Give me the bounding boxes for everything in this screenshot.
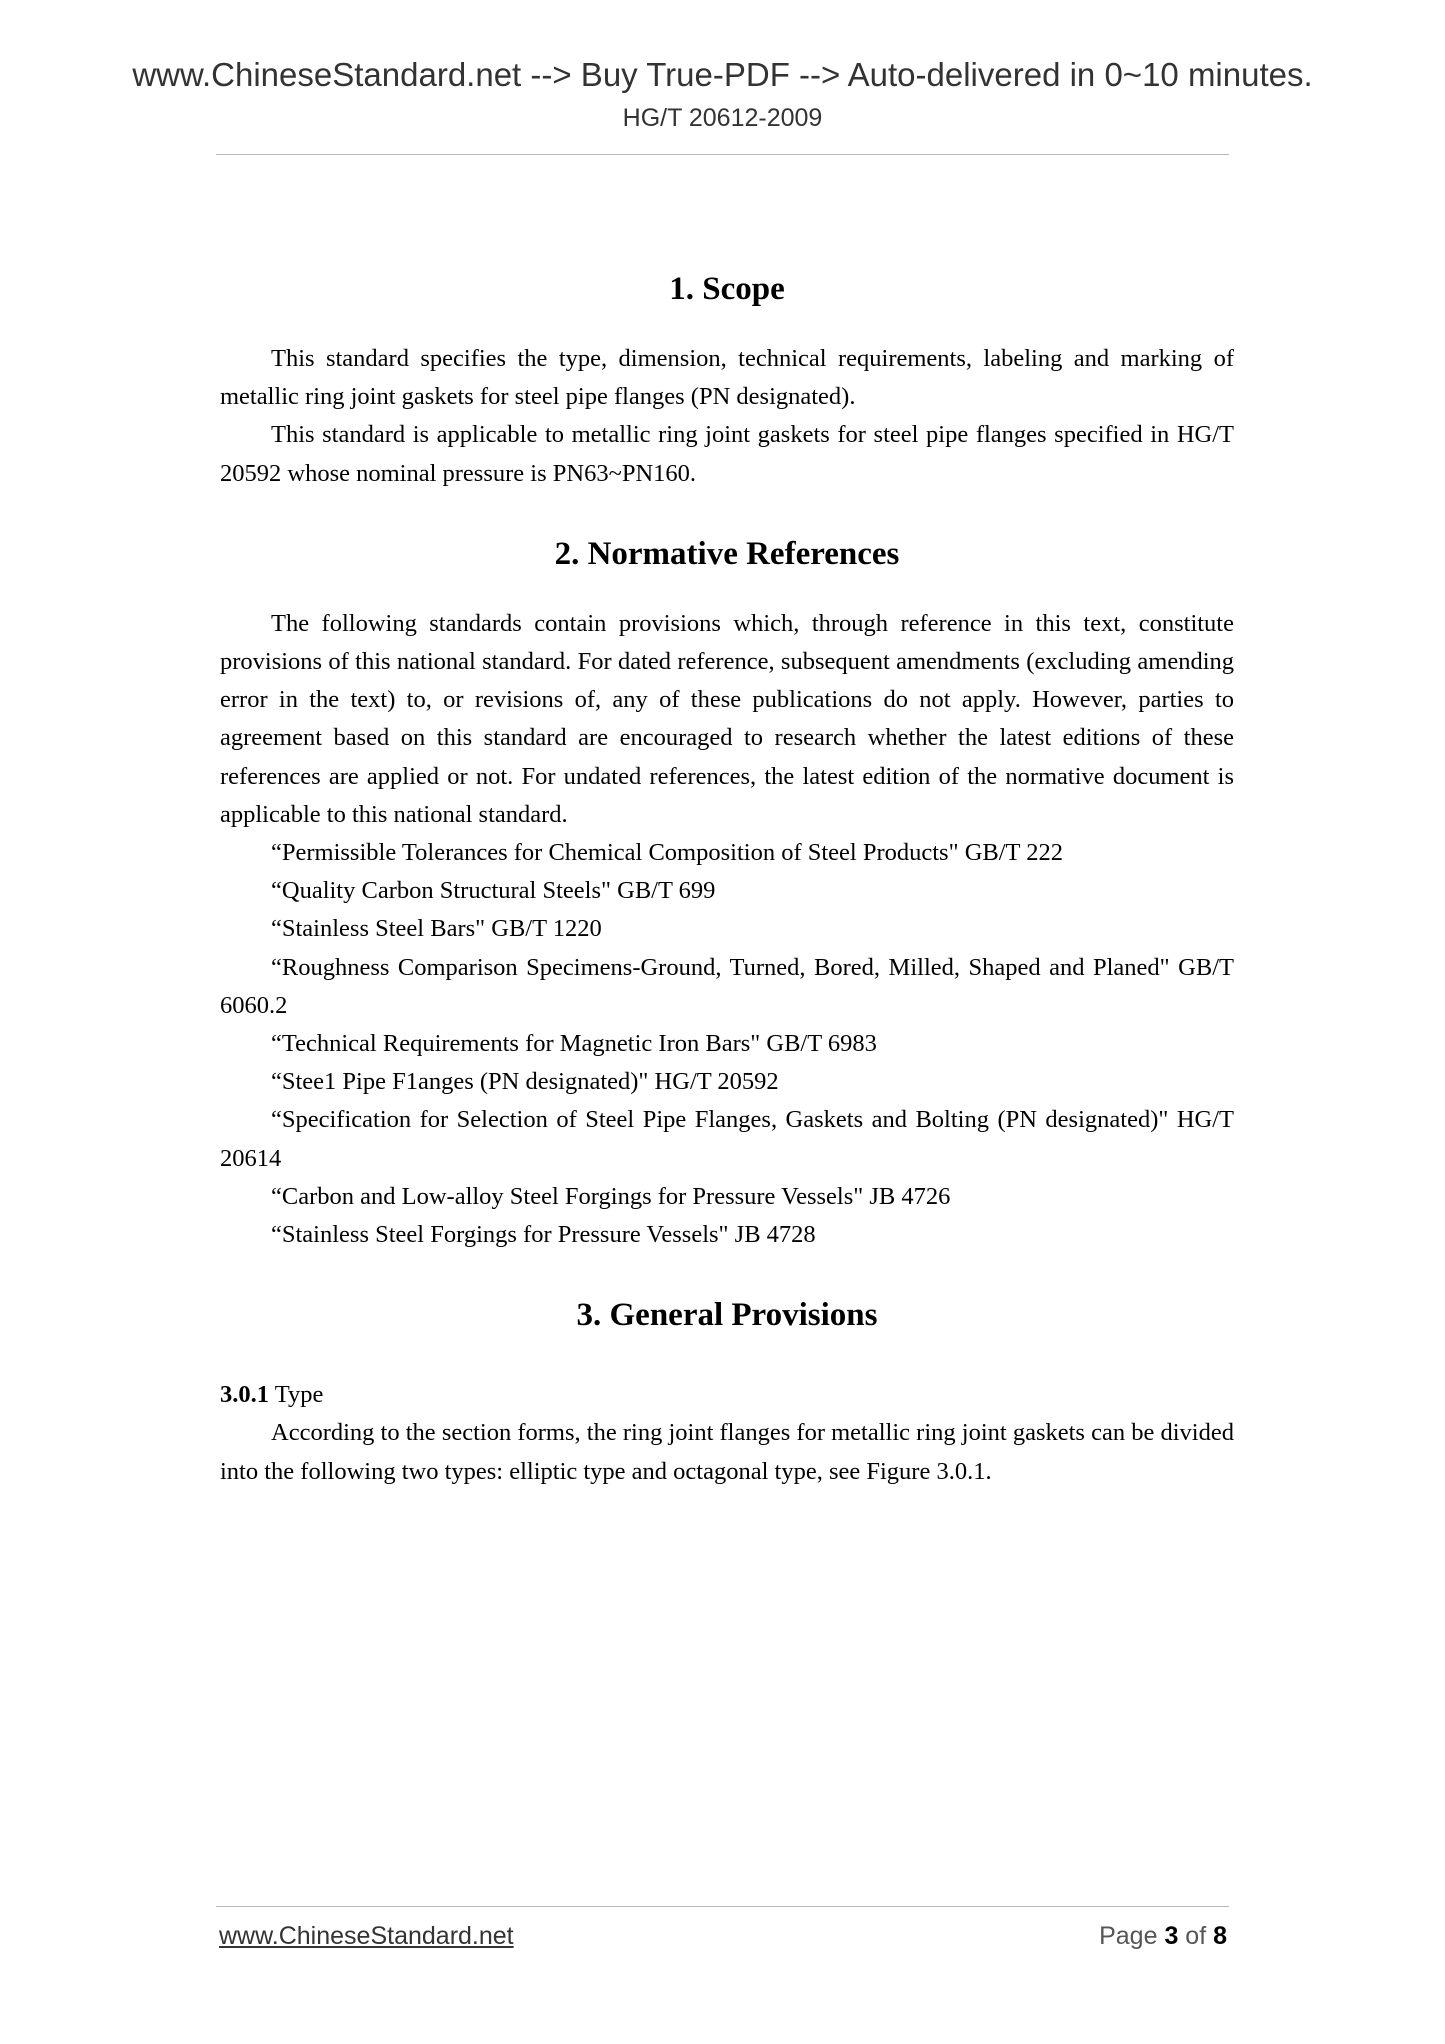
reference-item: “Stee1 Pipe F1anges (PN designated)" HG/T 20592 <box>271 1068 779 1096</box>
reference-item: “Roughness Comparison Specimens-Ground, Turned, Bored, Milled, Shaped and Planed" GB/T 6060.2 <box>220 953 1234 1019</box>
footer-website-link[interactable]: www.ChineseStandard.net <box>219 1922 514 1950</box>
reference-item: “Stainless Steel Bars" GB/T 1220 <box>271 915 602 943</box>
page-prefix: Page <box>1099 1922 1165 1950</box>
section-3-title: 3. General Provisions <box>576 1297 878 1334</box>
header-banner: www.ChineseStandard.net --> Buy True-PDF --> Auto-delivered in 0~10 minutes. <box>132 56 1313 93</box>
references-intro: The following standards contain provisions which, through reference in this text, constitute provisions of this national standard. For dated reference, subsequent amendments (excluding amending error in the text) to, or revisions of, any of these publications do not apply. However, parties to agreement based on this standard are encouraged to research whether the latest editions of these references are applied or not. For undated references, the latest edition of the normative document is applicable to this national standard. <box>220 609 1234 828</box>
clause-text: According to the section forms, the ring joint flanges for metallic ring joint gaskets can be divided into the following two types: elliptic type and octagonal type, see Figure 3.0.1. <box>220 1419 1234 1485</box>
reference-item: “Stainless Steel Forgings for Pressure Vessels" JB 4728 <box>271 1221 816 1249</box>
reference-item: “Carbon and Low-alloy Steel Forgings for Pressure Vessels" JB 4726 <box>271 1182 951 1210</box>
reference-item: “Permissible Tolerances for Chemical Composition of Steel Products" GB/T 222 <box>271 839 1063 867</box>
header-standard-code: HG/T 20612-2009 <box>622 104 823 132</box>
clause-title: Type <box>274 1381 324 1409</box>
section-1-title: 1. Scope <box>669 271 785 307</box>
scope-paragraph-1: This standard specifies the type, dimension, technical requirements, labeling and marking of metallic ring joint gaskets for steel pipe flanges (PN designated). <box>220 345 1234 411</box>
page-total: 8 <box>1213 1922 1227 1950</box>
page-current: 3 <box>1164 1922 1179 1950</box>
footer-divider <box>216 1906 1229 1907</box>
page-indicator <box>1099 1922 1227 1951</box>
scope-paragraph-2: This standard is applicable to metallic ring joint gaskets for steel pipe flanges specified in HG/T 20592 whose nominal pressure is PN63~PN160. <box>220 421 1234 487</box>
clause-heading <box>220 1376 1234 1414</box>
reference-item: “Quality Carbon Structural Steels" GB/T 699 <box>271 877 716 905</box>
section-2-title: 2. Normative References <box>554 535 900 572</box>
reference-item: “Specification for Selection of Steel Pipe Flanges, Gaskets and Bolting (PN designated)" HG/T 20614 <box>220 1106 1234 1172</box>
reference-item: “Technical Requirements for Magnetic Iron Bars" GB/T 6983 <box>271 1030 877 1058</box>
page-of: of <box>1178 1922 1214 1950</box>
document-body <box>220 262 1234 1491</box>
clause-number: 3.0.1 <box>220 1381 269 1409</box>
header-divider <box>216 154 1229 155</box>
